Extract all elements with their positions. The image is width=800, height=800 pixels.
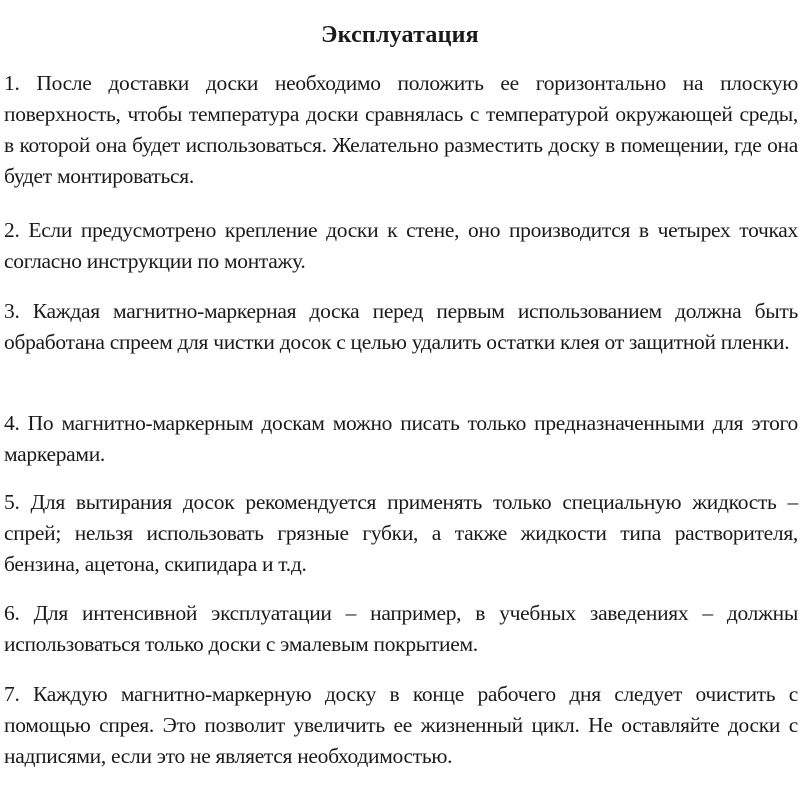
paragraph-2: 2. Если предусмотрено крепление доски к стене, оно производится в четырех точках согласно инструкции по монтажу.	[4, 218, 798, 273]
paragraph-3: 3. Каждая магнитно-маркерная доска перед первым использованием должна быть обработана спреем для чистки досок с целью удалить остатки клея от защитной пленки.	[4, 299, 798, 354]
paragraph-4: 4. По магнитно-маркерным доскам можно писать только предназначенными для этого маркерами.	[4, 411, 798, 466]
paragraph-6: 6. Для интенсивной эксплуатации – например, в учебных заведениях – должны использоваться только доски с эмалевым покрытием.	[4, 601, 798, 656]
paragraph-7: 7. Каждую магнитно-маркерную доску в конце рабочего дня следует очистить с помощью спрея. Это позволит увеличить ее жизненный цикл. Не оставляйте доски с надписями, если это не является необходимостью.	[4, 682, 798, 768]
paragraph-1: 1. После доставки доски необходимо положить ее горизонтально на плоскую поверхность, чтобы температура доски сравнялась с температурой окружающей среды, в которой она будет использоваться. Желательно разместить доску в помещении, где она будет монтироваться.	[4, 71, 798, 188]
document-title: Эксплуатация	[321, 22, 479, 48]
paragraph-5: 5. Для вытирания досок рекомендуется применять только специальную жидкость – спрей; нельзя использовать грязные губки, а также жидкости типа растворителя, бензина, ацетона, скипидара и т.д.	[4, 490, 798, 576]
